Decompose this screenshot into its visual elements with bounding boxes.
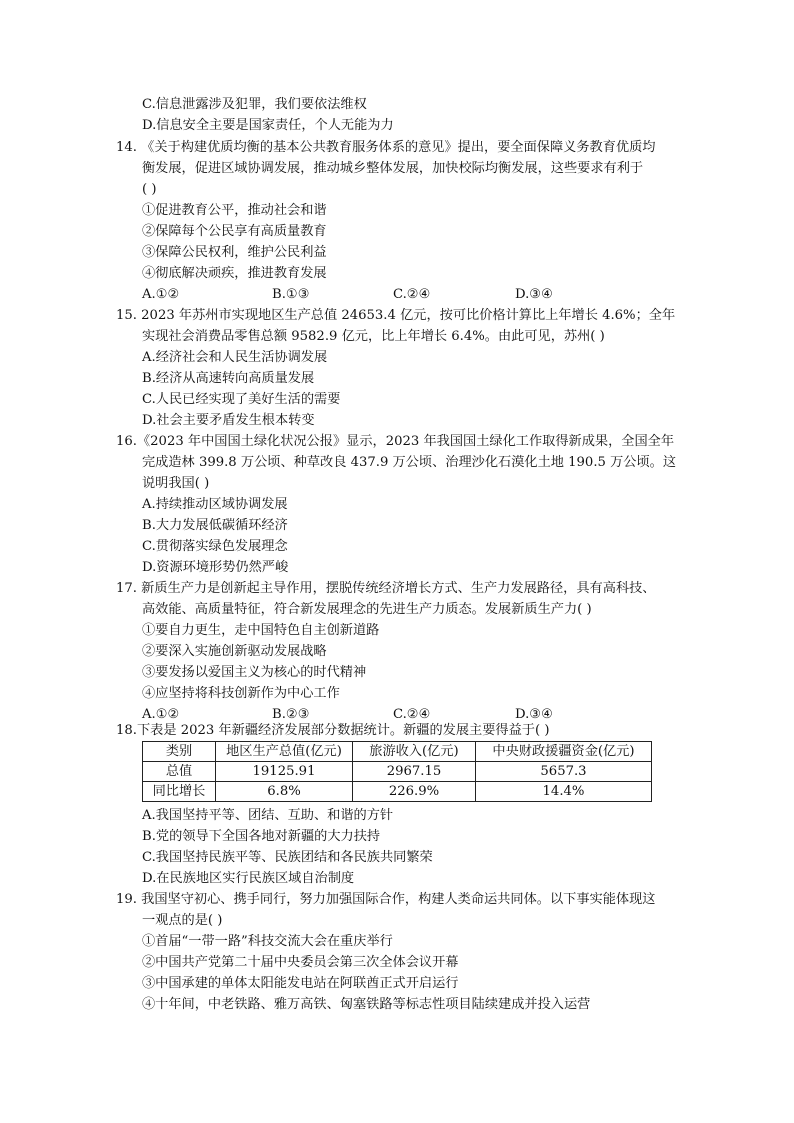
- q16-option-d: D.资源环境形势仍然严峻: [142, 560, 289, 575]
- q18-option-b: B.党的领导下全国各地对新疆的大力扶持: [142, 829, 381, 844]
- q14-stem-line2: 衡发展，促进区域协调发展，推动城乡整体发展，加快校际均衡发展，这些要求有利于: [142, 161, 644, 176]
- q19-stem-line2: 一观点的是( ): [142, 913, 223, 928]
- q18-option-c: C.我国坚持民族平等、民族团结和各民族共同繁荣: [142, 850, 433, 865]
- table-header-row: [143, 742, 652, 762]
- q14-item-3: ③保障公民权利，维护公民利益: [142, 245, 327, 260]
- q15-stem-line2: 实现社会消费品零售总额 9582.9 亿元，比上年增长 6.4%。由此可见，苏州( ): [142, 329, 605, 344]
- table-header-cell: 旅游收入(亿元): [353, 742, 476, 762]
- q16-stem-line2: 完成造林 399.8 万公顷、种草改良 437.9 万公顷、治理沙化石漠化土地 190.5 万公顷。这: [142, 455, 677, 470]
- q14-option-b: B.①③: [272, 287, 310, 302]
- q18-option-a: A.我国坚持平等、团结、互助、和谐的方针: [142, 808, 394, 823]
- q19-item-2: ②中国共产党第二十届中央委员会第三次全体会议开幕: [142, 955, 459, 970]
- q18-option-d: D.在民族地区实行民族区域自治制度: [142, 871, 355, 886]
- q17-stem-line2: 高效能、高质量特征，符合新发展理念的先进生产力质态。发展新质生产力( ): [142, 602, 592, 617]
- q14-option-c: C.②④: [393, 287, 431, 302]
- q14-option-d: D.③④: [515, 287, 553, 302]
- table-cell: 14.4%: [476, 782, 652, 802]
- q17-item-4: ④应坚持将科技创新作为中心工作: [142, 686, 340, 701]
- table-header-cell: 中央财政援疆资金(亿元): [476, 742, 652, 762]
- q17-option-b: B.②③: [272, 707, 310, 722]
- q19-item-1: ①首届“一带一路”科技交流大会在重庆举行: [142, 934, 393, 949]
- q16-option-c: C.贯彻落实绿色发展理念: [142, 539, 288, 554]
- q14-stem-line3: ( ): [142, 182, 157, 197]
- q15-option-d: D.社会主要矛盾发生根本转变: [142, 413, 315, 428]
- q15-stem-line1: 15. 2023 年苏州市实现地区生产总值 24653.4 亿元，按可比价格计算比上年增长 4.6%；全年: [116, 308, 676, 323]
- table-cell: 6.8%: [216, 782, 353, 802]
- table-header-cell: 类别: [143, 742, 216, 762]
- q17-item-1: ①要自力更生，走中国特色自主创新道路: [142, 623, 380, 638]
- table-row: [143, 782, 652, 802]
- q17-stem-line1: 17. 新质生产力是创新起主导作用，摆脱传统经济增长方式、生产力发展路径，具有高科技、: [116, 581, 656, 596]
- q14-item-1: ①促进教育公平，推动社会和谐: [142, 203, 327, 218]
- q19-stem-line1: 19. 我国坚守初心、携手同行，努力加强国际合作，构建人类命运共同体。以下事实能体现这: [116, 892, 656, 907]
- table-cell: 19125.91: [216, 762, 353, 782]
- table-header-cell: 地区生产总值(亿元): [216, 742, 353, 762]
- q14-stem-line1: 14. 《关于构建优质均衡的基本公共教育服务体系的意见》提出，要全面保障义务教育优质均: [116, 140, 656, 155]
- q17-option-c: C.②④: [393, 707, 431, 722]
- table-cell: 5657.3: [476, 762, 652, 782]
- q13-option-d: D.信息安全主要是国家责任，个人无能为力: [142, 118, 394, 133]
- q17-option-d: D.③④: [515, 707, 553, 722]
- q16-option-a: A.持续推动区域协调发展: [142, 497, 288, 512]
- table-row: [143, 762, 652, 782]
- table-cell: 同比增长: [143, 782, 216, 802]
- q16-option-b: B.大力发展低碳循环经济: [142, 518, 288, 533]
- q15-option-b: B.经济从高速转向高质量发展: [142, 371, 315, 386]
- q15-option-c: C.人民已经实现了美好生活的需要: [142, 392, 341, 407]
- q17-item-2: ②要深入实施创新驱动发展战略: [142, 644, 327, 659]
- q19-item-3: ③中国承建的单体太阳能发电站在阿联酋正式开启运行: [142, 976, 459, 991]
- table-cell: 226.9%: [353, 782, 476, 802]
- q17-option-a: A.①②: [142, 707, 180, 722]
- q19-item-4: ④十年间，中老铁路、雅万高铁、匈塞铁路等标志性项目陆续建成并投入运营: [142, 997, 591, 1012]
- q14-item-2: ②保障每个公民享有高质量教育: [142, 224, 327, 239]
- q16-stem-line1: 16.《2023 年中国国土绿化状况公报》显示，2023 年我国国土绿化工作取得新成果，全国全年: [116, 434, 675, 449]
- q14-option-a: A.①②: [142, 287, 180, 302]
- q14-item-4: ④彻底解决顽疾，推进教育发展: [142, 266, 327, 281]
- q13-option-c: C.信息泄露涉及犯罪，我们要依法维权: [142, 97, 367, 112]
- q17-item-3: ③要发扬以爱国主义为核心的时代精神: [142, 665, 367, 680]
- table-cell: 2967.15: [353, 762, 476, 782]
- table-cell: 总值: [143, 762, 216, 782]
- q15-option-a: A.经济社会和人民生活协调发展: [142, 350, 328, 365]
- q14-options: [142, 285, 662, 305]
- q18-stem: 18.下表是 2023 年新疆经济发展部分数据统计。新疆的发展主要得益于( ): [116, 723, 550, 738]
- q16-stem-line3: 说明我国( ): [142, 476, 210, 491]
- xinjiang-data-table: [142, 741, 652, 802]
